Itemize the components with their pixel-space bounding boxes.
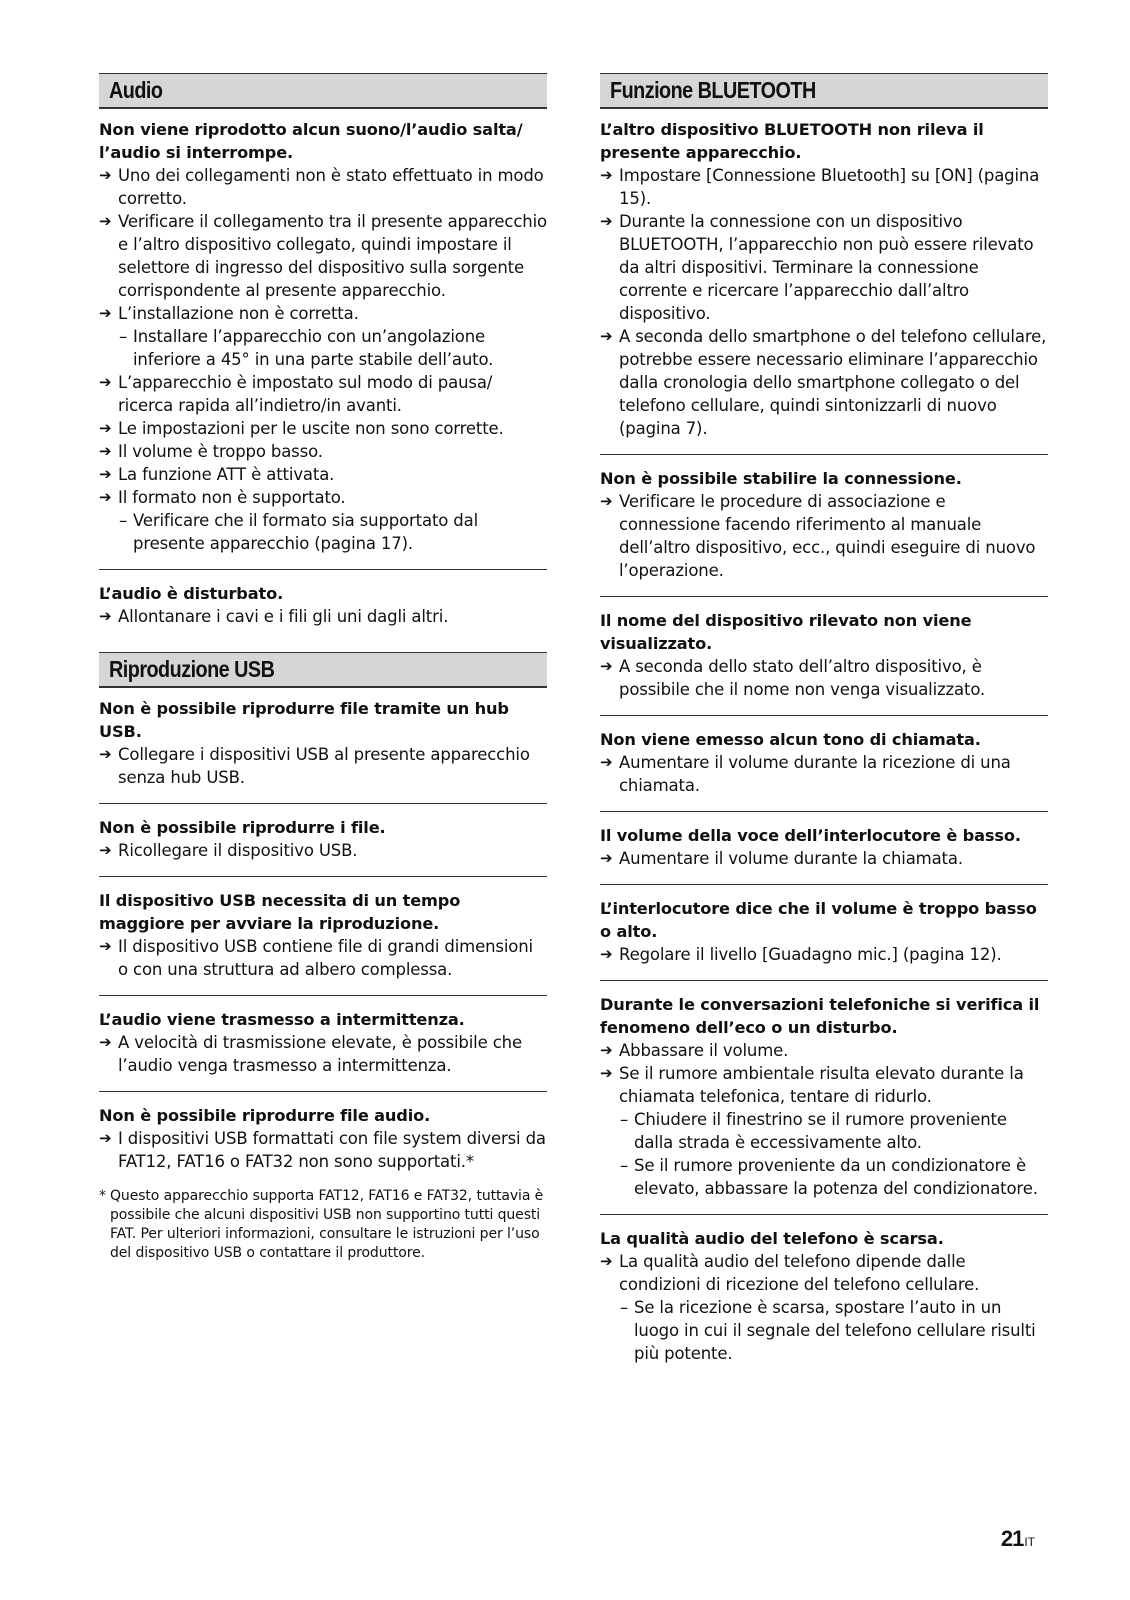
faq-answer: ➔ Aumentare il volume durante la chiamata. <box>600 849 963 868</box>
arrow-icon: ➔ <box>99 841 112 859</box>
dash-icon: – <box>620 1156 629 1175</box>
arrow-icon: ➔ <box>99 1129 112 1147</box>
faq-answer: ➔ Uno dei collegamenti non è stato effettuato in modo corretto. <box>99 166 544 208</box>
arrow-icon: ➔ <box>99 373 112 391</box>
faq-item <box>600 980 1048 1214</box>
left-column <box>99 73 547 1263</box>
arrow-icon: ➔ <box>600 1041 613 1059</box>
faq-answer: ➔ L’installazione non è corretta. <box>99 304 359 323</box>
arrow-icon: ➔ <box>99 304 112 322</box>
faq-question: La qualità audio del telefono è scarsa. <box>600 1229 944 1248</box>
faq-question: Non è possibile stabilire la connessione. <box>600 469 962 488</box>
arrow-icon: ➔ <box>600 753 613 771</box>
arrow-icon: ➔ <box>99 745 112 763</box>
faq-question: Il nome del dispositivo rilevato non viene visualizzato. <box>600 611 972 653</box>
dash-icon: – <box>119 511 128 530</box>
arrow-icon: ➔ <box>99 166 112 184</box>
faq-answer: ➔ A velocità di trasmissione elevate, è possibile che l’audio venga trasmesso a intermittenza. <box>99 1033 522 1075</box>
faq-subpoint: – Se il rumore proveniente da un condizionatore è elevato, abbassare la potenza del condizionatore. <box>620 1156 1038 1198</box>
faq-item <box>99 688 547 803</box>
faq-item <box>600 596 1048 715</box>
right-column <box>600 73 1048 1379</box>
faq-answer: ➔ Impostare [Connessione Bluetooth] su [ON] (pagina 15). <box>600 166 1040 208</box>
arrow-icon: ➔ <box>600 945 613 963</box>
faq-answer: ➔ Collegare i dispositivi USB al presente apparecchio senza hub USB. <box>99 745 530 787</box>
section-heading-bluetooth: Funzione BLUETOOTH <box>600 73 1048 109</box>
arrow-icon: ➔ <box>600 327 613 345</box>
faq-question: Il volume della voce dell’interlocutore è basso. <box>600 826 1021 845</box>
faq-question: Non viene riprodotto alcun suono/l’audio salta/ l’audio si interrompe. <box>99 120 523 162</box>
faq-item <box>99 569 547 642</box>
arrow-icon: ➔ <box>99 465 112 483</box>
faq-answer: ➔ Regolare il livello [Guadagno mic.] (pagina 12). <box>600 945 1002 964</box>
faq-answer: ➔ I dispositivi USB formattati con file system diversi da FAT12, FAT16 o FAT32 non sono supportati.* <box>99 1129 546 1171</box>
faq-item <box>99 1091 547 1187</box>
faq-answer: ➔ A seconda dello smartphone o del telefono cellulare, potrebbe essere necessario eliminare l’apparecchio dalla cronologia dello smartphone collegato o del telefono cellulare, quindi sintonizzarli di nuovo (pagina 7). <box>600 327 1047 438</box>
faq-answer: ➔ A seconda dello stato dell’altro dispositivo, è possibile che il nome non venga visualizzato. <box>600 657 986 699</box>
faq-answer: ➔ La funzione ATT è attivata. <box>99 465 335 484</box>
faq-answer: ➔ Allontanare i cavi e i fili gli uni dagli altri. <box>99 607 449 626</box>
faq-answer: ➔ Verificare il collegamento tra il presente apparecchio e l’altro dispositivo collegato, quindi impostare il selettore di ingresso del dispositivo sulla sorgente corrispondente al presente apparecchio. <box>99 212 547 300</box>
faq-question: L’altro dispositivo BLUETOOTH non rileva il presente apparecchio. <box>600 120 984 162</box>
faq-question: L’audio viene trasmesso a intermittenza. <box>99 1010 465 1029</box>
section-heading-usb: Riproduzione USB <box>99 652 547 688</box>
arrow-icon: ➔ <box>600 849 613 867</box>
faq-answer: ➔ Abbassare il volume. <box>600 1041 789 1060</box>
arrow-icon: ➔ <box>99 488 112 506</box>
faq-answer: ➔ Il volume è troppo basso. <box>99 442 323 461</box>
faq-question: L’interlocutore dice che il volume è troppo basso o alto. <box>600 899 1037 941</box>
faq-subpoint: – Installare l’apparecchio con un’angolazione inferiore a 45° in una parte stabile dell’auto. <box>119 327 494 369</box>
faq-question: Non è possibile riprodurre file audio. <box>99 1106 431 1125</box>
faq-answer: ➔ Durante la connessione con un dispositivo BLUETOOTH, l’apparecchio non può essere rilevato da altri dispositivi. Terminare la connessione corrente e ricercare l’apparecchio dall’altro dispositivo. <box>600 212 1034 323</box>
faq-answer: ➔ Il formato non è supportato. <box>99 488 346 507</box>
page-number: 21IT <box>1000 1526 1035 1551</box>
faq-answer: ➔ La qualità audio del telefono dipende dalle condizioni di ricezione del telefono cellulare. <box>600 1252 980 1294</box>
arrow-icon: ➔ <box>600 1252 613 1270</box>
faq-answer: ➔ L’apparecchio è impostato sul modo di pausa/ ricerca rapida all’indietro/in avanti. <box>99 373 493 415</box>
faq-question: Non è possibile riprodurre file tramite un hub USB. <box>99 699 509 741</box>
dash-icon: – <box>119 327 128 346</box>
arrow-icon: ➔ <box>600 657 613 675</box>
section-heading-audio: Audio <box>99 73 547 109</box>
faq-subpoint: – Verificare che il formato sia supportato dal presente apparecchio (pagina 17). <box>119 511 479 553</box>
arrow-icon: ➔ <box>600 1064 613 1082</box>
arrow-icon: ➔ <box>99 1033 112 1051</box>
faq-item <box>600 454 1048 596</box>
footnote: * Questo apparecchio supporta FAT12, FAT16 e FAT32, tuttavia è possibile che alcuni dispositivi USB non supportino tutti questi FAT. Per ulteriori informazioni, consultare le istruzioni per l’uso del dispositivo USB o contattare il produttore. <box>99 1188 544 1261</box>
faq-question: L’audio è disturbato. <box>99 584 284 603</box>
faq-answer: ➔ Aumentare il volume durante la ricezione di una chiamata. <box>600 753 1011 795</box>
arrow-icon: ➔ <box>600 492 613 510</box>
faq-answer: ➔ Ricollegare il dispositivo USB. <box>99 841 358 860</box>
faq-item <box>99 876 547 995</box>
faq-item <box>99 995 547 1091</box>
footnote-marker: * <box>99 1188 106 1204</box>
arrow-icon: ➔ <box>600 166 613 184</box>
faq-item <box>600 811 1048 884</box>
faq-item <box>600 884 1048 980</box>
faq-question: Non è possibile riprodurre i file. <box>99 818 386 837</box>
faq-item <box>99 109 547 569</box>
faq-item <box>600 1214 1048 1379</box>
faq-question: Non viene emesso alcun tono di chiamata. <box>600 730 981 749</box>
faq-item <box>99 803 547 876</box>
arrow-icon: ➔ <box>99 212 112 230</box>
arrow-icon: ➔ <box>99 937 112 955</box>
dash-icon: – <box>620 1298 629 1317</box>
faq-subpoint: – Chiudere il finestrino se il rumore proveniente dalla strada è eccessivamente alto. <box>620 1110 1007 1152</box>
language-code: IT <box>1024 1535 1035 1549</box>
faq-item <box>600 109 1048 454</box>
arrow-icon: ➔ <box>99 607 112 625</box>
faq-item <box>600 715 1048 811</box>
arrow-icon: ➔ <box>99 442 112 460</box>
faq-answer: ➔ Il dispositivo USB contiene file di grandi dimensioni o con una struttura ad albero complessa. <box>99 937 533 979</box>
faq-answer: ➔ Le impostazioni per le uscite non sono corrette. <box>99 419 504 438</box>
arrow-icon: ➔ <box>600 212 613 230</box>
faq-answer: ➔ Se il rumore ambientale risulta elevato durante la chiamata telefonica, tentare di ridurlo. <box>600 1064 1024 1106</box>
faq-answer: ➔ Verificare le procedure di associazione e connessione facendo riferimento al manuale dell’altro dispositivo, ecc., quindi eseguire di nuovo l’operazione. <box>600 492 1036 580</box>
faq-subpoint: – Se la ricezione è scarsa, spostare l’auto in un luogo in cui il segnale del telefono cellulare risulti più potente. <box>620 1298 1036 1363</box>
dash-icon: – <box>620 1110 629 1129</box>
arrow-icon: ➔ <box>99 419 112 437</box>
faq-question: Il dispositivo USB necessita di un tempo maggiore per avviare la riproduzione. <box>99 891 461 933</box>
faq-question: Durante le conversazioni telefoniche si verifica il fenomeno dell’eco o un disturbo. <box>600 995 1040 1037</box>
